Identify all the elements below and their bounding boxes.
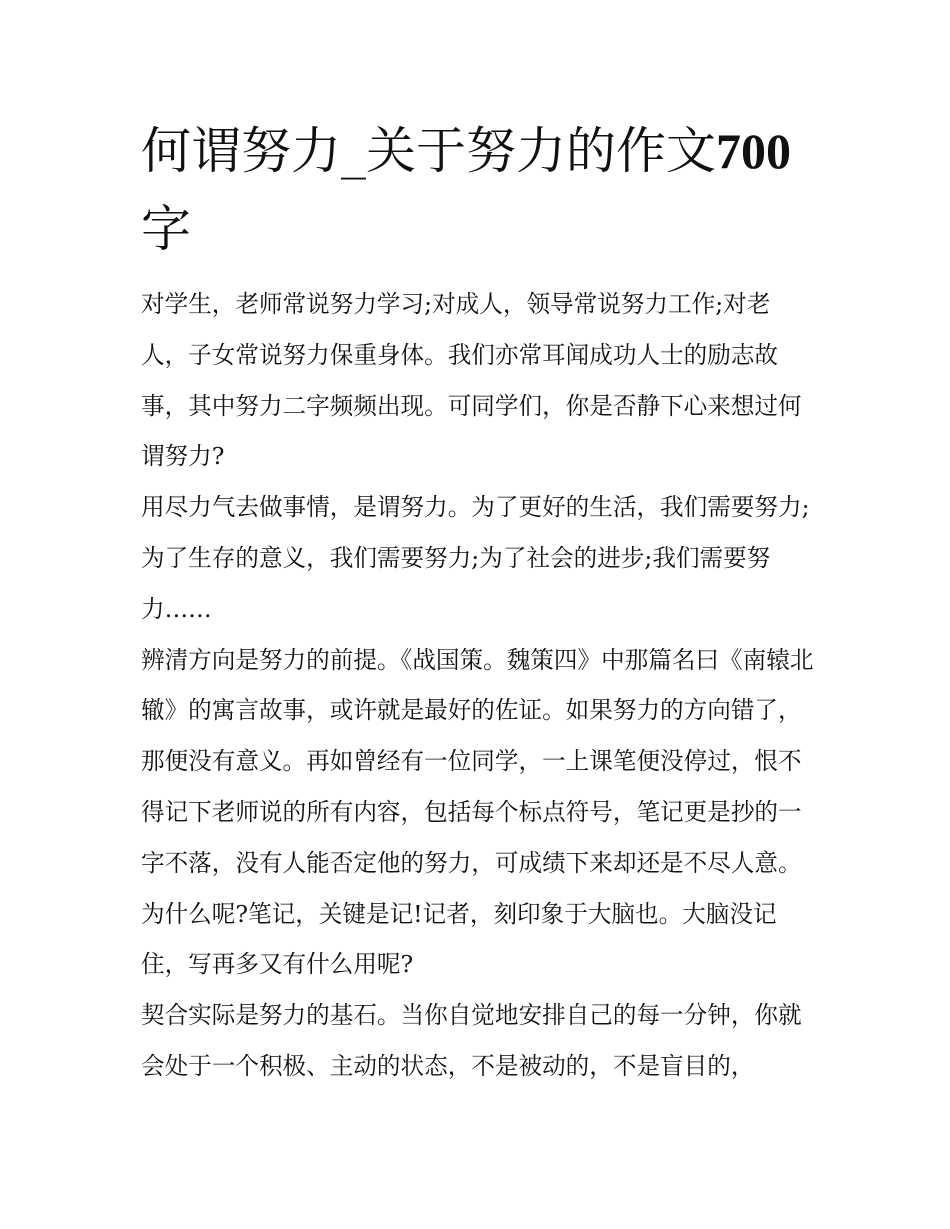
paragraph-1: 对学生，老师常说努力学习;对成人，领导常说努力工作;对老人，子女常说努力保重身体。我们亦常耳闻成功人士的励志故事，其中努力二字频频出现。可同学们，你是否静下心来想过何谓努力?: [141, 290, 802, 471]
paragraph-2: 用尽力气去做事情，是谓努力。为了更好的生活，我们需要努力;为了生存的意义，我们需要努力;为了社会的进步;我们需要努力……: [141, 493, 810, 623]
title-text: 何谓努力_关于努力的作文: [141, 122, 716, 180]
document-title: [141, 112, 821, 268]
paragraph-3: 辨清方向是努力的前提。《战国策。魏策四》中那篇名曰《南辕北辙》的寓言故事，或许就是最好的佐证。如果努力的方向错了，那便没有意义。再如曾经有一位同学，一上课笔便没停过，恨不得记下老师说的所有内容，包括每个标点符号，笔记更是抄的一字不落，没有人能否定他的努力，可成绩下来却还是不尽人意。为什么呢?笔记，关键是记!记者，刻印象于大脑也。大脑没记住，写再多又有什么用呢?: [141, 645, 814, 979]
title-number: 700: [716, 123, 791, 179]
paragraph-4: 契合实际是努力的基石。当你自觉地安排自己的每一分钟，你就会处于一个积极、主动的状态，不是被动的，不是盲目的，: [141, 1001, 802, 1080]
title-suffix: 字: [141, 200, 191, 258]
document-body: [141, 279, 817, 1092]
